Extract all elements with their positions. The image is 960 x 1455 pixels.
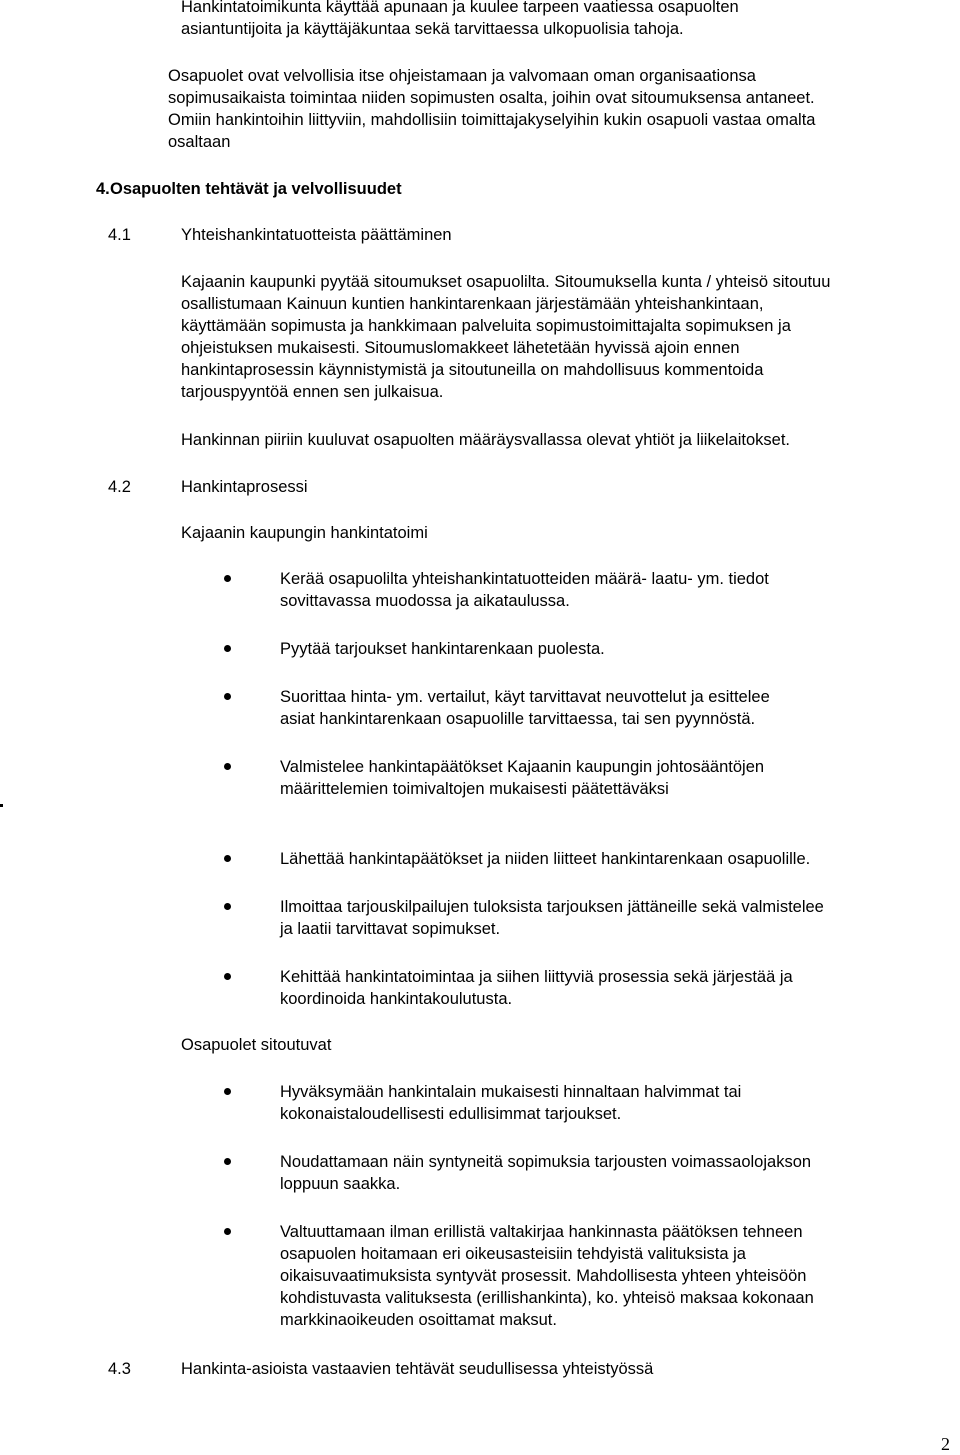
- text-line: asiantuntijoita ja käyttäjäkuntaa sekä tarvittaessa ulkopuolisia tahoja.: [181, 20, 684, 38]
- text-line: ja laatii tarvittavat sopimukset.: [280, 920, 501, 938]
- text-line: Kerää osapuolilta yhteishankintatuotteiden määrä- laatu- ym. tiedot: [280, 570, 769, 588]
- list-item: [280, 638, 605, 660]
- subsection-4-3-title: Hankinta-asioista vastaavien tehtävät seudullisessa yhteistyössä: [181, 1360, 654, 1378]
- text-line: sovittavassa muodossa ja aikataulussa.: [280, 592, 570, 610]
- text-line: kokonaistaloudellisesti edullisimmat tarjoukset.: [280, 1105, 622, 1123]
- bullet-icon: [224, 855, 231, 862]
- text-line: määrittelemien toimivaltojen mukaisesti päätettäväksi: [280, 780, 669, 798]
- text-line: Omiin hankintoihin liittyviin, mahdollisiin toimittajakyselyihin kukin osapuoli vastaa omalta: [168, 111, 816, 129]
- hankintatoimi-intro: Kajaanin kaupungin hankintatoimi: [181, 524, 428, 542]
- bullet-icon: [224, 973, 231, 980]
- bullet-icon: [224, 575, 231, 582]
- text-line: koordinoida hankintakoulutusta.: [280, 990, 513, 1008]
- text-line: asiat hankintarenkaan osapuolille tarvittaessa, tai sen pyynnöstä.: [280, 710, 756, 728]
- text-line: kohdistuvasta valituksesta (erillishankinta), ko. yhteisö maksaa kokonaan: [280, 1289, 814, 1307]
- bullet-icon: [224, 903, 231, 910]
- text-line: osallistumaan Kainuun kuntien hankintarenkaan järjestämään yhteishankintaan,: [181, 295, 764, 313]
- text-line: Noudattamaan näin syntyneitä sopimuksia tarjousten voimassaolojakson: [280, 1153, 812, 1171]
- list-item: [280, 1081, 741, 1125]
- bullet-icon: [224, 1158, 231, 1165]
- section-number: 4.: [96, 180, 110, 198]
- text-line: tarjouspyyntöä ennen sen julkaisua.: [181, 383, 444, 401]
- margin-dot: [0, 804, 3, 807]
- subsection-4-1-number: 4.1: [108, 226, 131, 244]
- text-line: Pyytää tarjoukset hankintarenkaan puolesta.: [280, 640, 605, 658]
- list-item: [280, 966, 793, 1010]
- subsection-4-1-title: Yhteishankintatuotteista päättäminen: [181, 226, 452, 244]
- subsection-4-1-paragraph-2: Hankinnan piiriin kuuluvat osapuolten määräysvallassa olevat yhtiöt ja liikelaitokset.: [181, 431, 790, 449]
- subsection-4-2-title: Hankintaprosessi: [181, 478, 308, 496]
- text-line: Kajaanin kaupunki pyytää sitoumukset osapuolilta. Sitoumuksella kunta / yhteisö sitoutuu: [181, 273, 831, 291]
- bullet-icon: [224, 693, 231, 700]
- text-line: Kehittää hankintatoimintaa ja siihen liittyviä prosessia sekä järjestää ja: [280, 968, 793, 986]
- text-line: ohjeistuksen mukaisesti. Sitoumuslomakkeet lähetetään hyvissä ajoin ennen: [181, 339, 740, 357]
- list-item: [280, 568, 769, 612]
- list-item: [280, 1151, 811, 1195]
- text-line: Osapuolet ovat velvollisia itse ohjeistamaan ja valvomaan oman organisaationsa: [168, 67, 756, 85]
- text-line: Ilmoittaa tarjouskilpailujen tuloksista tarjouksen jättäneille sekä valmistelee: [280, 898, 824, 916]
- text-line: sopimusaikaista toimintaa niiden sopimusten osalta, joihin ovat sitoumuksensa antaneet.: [168, 89, 815, 107]
- text-line: osaltaan: [168, 133, 231, 151]
- text-line: hankintaprosessin käynnistymistä ja sitoutuneilla on mahdollisuus kommentoida: [181, 361, 764, 379]
- subsection-4-2-number: 4.2: [108, 478, 131, 496]
- osapuolet-intro: Osapuolet sitoutuvat: [181, 1036, 332, 1054]
- text-line: Hyväksymään hankintalain mukaisesti hinnaltaan halvimmat tai: [280, 1083, 742, 1101]
- list-item: [280, 848, 810, 870]
- section-4-heading: [96, 178, 402, 200]
- subsection-4-1-paragraph-1: [181, 271, 830, 403]
- text-line: loppuun saakka.: [280, 1175, 401, 1193]
- text-line: käyttämään sopimusta ja hankkimaan palveluita sopimustoimittajalta sopimuksen ja: [181, 317, 791, 335]
- section-title: Osapuolten tehtävät ja velvollisuudet: [110, 180, 402, 198]
- text-line: Suorittaa hinta- ym. vertailut, käyt tarvittavat neuvottelut ja esittelee: [280, 688, 770, 706]
- text-line: Hankintatoimikunta käyttää apunaan ja kuulee tarpeen vaatiessa osapuolten: [181, 0, 739, 16]
- intro-paragraph-2: [168, 65, 815, 153]
- subsection-4-3-number: 4.3: [108, 1360, 131, 1378]
- text-line: oikaisuvaatimuksista syntyvät prosessit. Mahdollisesta yhteen yhteisöön: [280, 1267, 807, 1285]
- intro-paragraph-1: [181, 0, 739, 40]
- list-item: [280, 756, 764, 800]
- list-item: [280, 686, 770, 730]
- text-line: Valtuuttamaan ilman erillistä valtakirjaa hankinnasta päätöksen tehneen: [280, 1223, 803, 1241]
- text-line: Lähettää hankintapäätökset ja niiden liitteet hankintarenkaan osapuolille.: [280, 850, 811, 868]
- bullet-icon: [224, 1228, 231, 1235]
- bullet-icon: [224, 763, 231, 770]
- list-item: [280, 896, 824, 940]
- bullet-icon: [224, 1088, 231, 1095]
- list-item: [280, 1221, 814, 1331]
- text-line: osapuolen hoitamaan eri oikeusasteisiin tehdyistä valituksista ja: [280, 1245, 746, 1263]
- text-line: Valmistelee hankintapäätökset Kajaanin kaupungin johtosääntöjen: [280, 758, 765, 776]
- bullet-icon: [224, 645, 231, 652]
- text-line: markkinaoikeuden osoittamat maksut.: [280, 1311, 557, 1329]
- page-number: 2: [941, 1434, 950, 1454]
